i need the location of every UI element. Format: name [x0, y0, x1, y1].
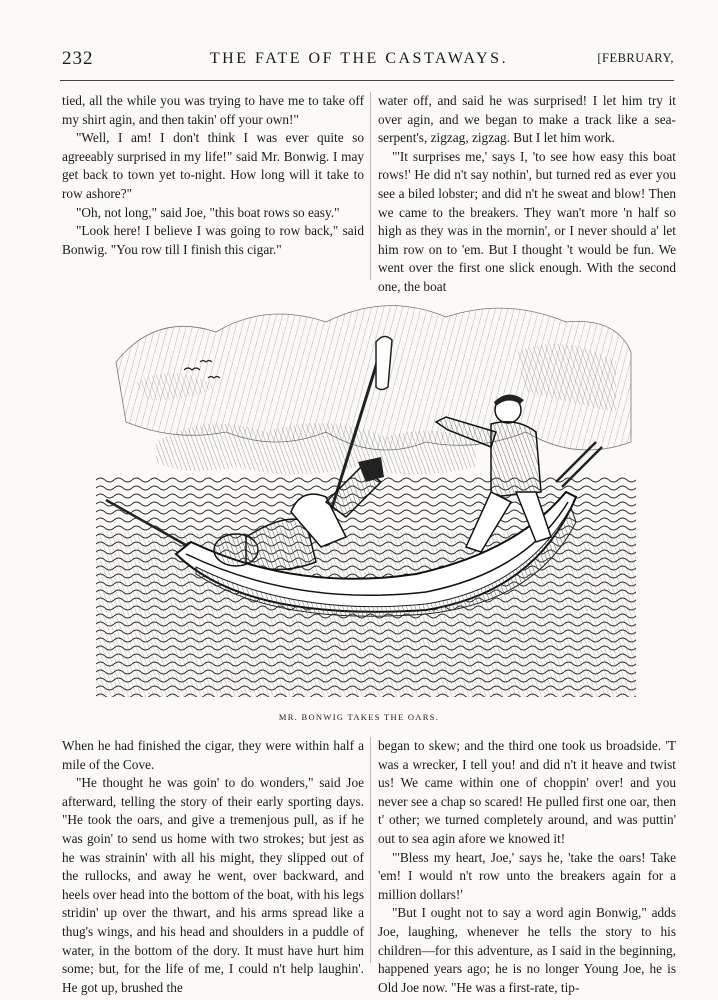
column-divider: [370, 737, 371, 963]
sky-clouds: [116, 306, 631, 475]
paragraph: "He thought he was goin' to do wonders," said Joe afterward, telling the story of their early sporting days. "He took the oars, and give a tremenjous pull, as if he was goin' to send us home with two strokes; but jest as he was strainin' with all his might, they slipped out of the rullocks, and away he went, over backward, and heels over head into the bottom of the boat, with his legs stridin' up over the thwart, and his arms spread like a thug's wings, and his head and shoulders in a puddle of water, in the bottom of the dory. It must have hurt him some; but, for the life of me, I could n't help laughin'. He got up, brushed the: [62, 775, 364, 995]
paragraph: "Well, I am! I don't think I was ever quite so agreeably surprised in my life!" said Mr. Bonwig. I may get back to town yet to-night. How long will it take to row ashore?": [62, 130, 364, 201]
column-divider: [370, 92, 371, 280]
column-bottom-right: [378, 737, 676, 997]
column-top-right: [378, 92, 676, 297]
paragraph: "'Bless my heart, Joe,' says he, 'take the oars! Take 'em! I would n't row unto the breakers again for a million dollars!': [378, 849, 676, 902]
column-bottom-left: [62, 737, 364, 997]
column-top-left: [62, 92, 364, 259]
paragraph: began to skew; and the third one took us broadside. 'T was a wrecker, I tell you! and did n't it heave and twist us! We came within one of choppin' over! and you never see a chap so scared! He pulled first one oar, then t' other; we turned completely around, and was puttin' out to sea agin afore we knowed it!: [378, 738, 676, 846]
engraving-illustration: [96, 292, 636, 700]
paragraph: "Look here! I believe I was going to row back," said Bonwig. "You row till I finish this cigar.": [62, 223, 364, 257]
paragraph: "Oh, not long," said Joe, "this boat rows so easy.": [76, 204, 340, 220]
running-title: THE FATE OF THE CASTAWAYS.: [209, 50, 509, 67]
paragraph: "'It surprises me,' says I, 'to see how easy this boat rows!' He did n't say nothin', but turned red as ever you see a biled lobster; and did n't he sweat and blow! Then we came to the breakers. They wan't more 'n half so high as they was in the mornin', or I never should a' let him row on to 'em. But I thought 't would be fun. We went over the first one slick enough. With the second one, the boat: [378, 148, 676, 294]
paragraph: water off, and said he was surprised! I let him try it over agin, and we began to make a track like a sea-serpent's, zigzag, zigzag. But I let him work.: [378, 93, 676, 146]
paragraph: When he had finished the cigar, they were within half a mile of the Cove.: [62, 738, 364, 772]
running-header: [0, 48, 718, 76]
page-number: 232: [62, 48, 94, 69]
header-rule: [60, 80, 674, 81]
paragraph: "But I ought not to say a word agin Bonwig," adds Joe, laughing, whenever he tells the story to his children—for this adventure, as I said in the beginning, happened years ago; he is no longer Young Joe, he is Old Joe now. "He was a first-rate, tip-: [378, 905, 676, 995]
illustration-caption: MR. BONWIG TAKES THE OARS.: [278, 712, 440, 722]
paragraph: tied, all the while you was trying to have me to take off my shirt agin, and then takin' off your own!": [62, 93, 364, 127]
issue-month: [FEBRUARY,: [597, 51, 674, 65]
